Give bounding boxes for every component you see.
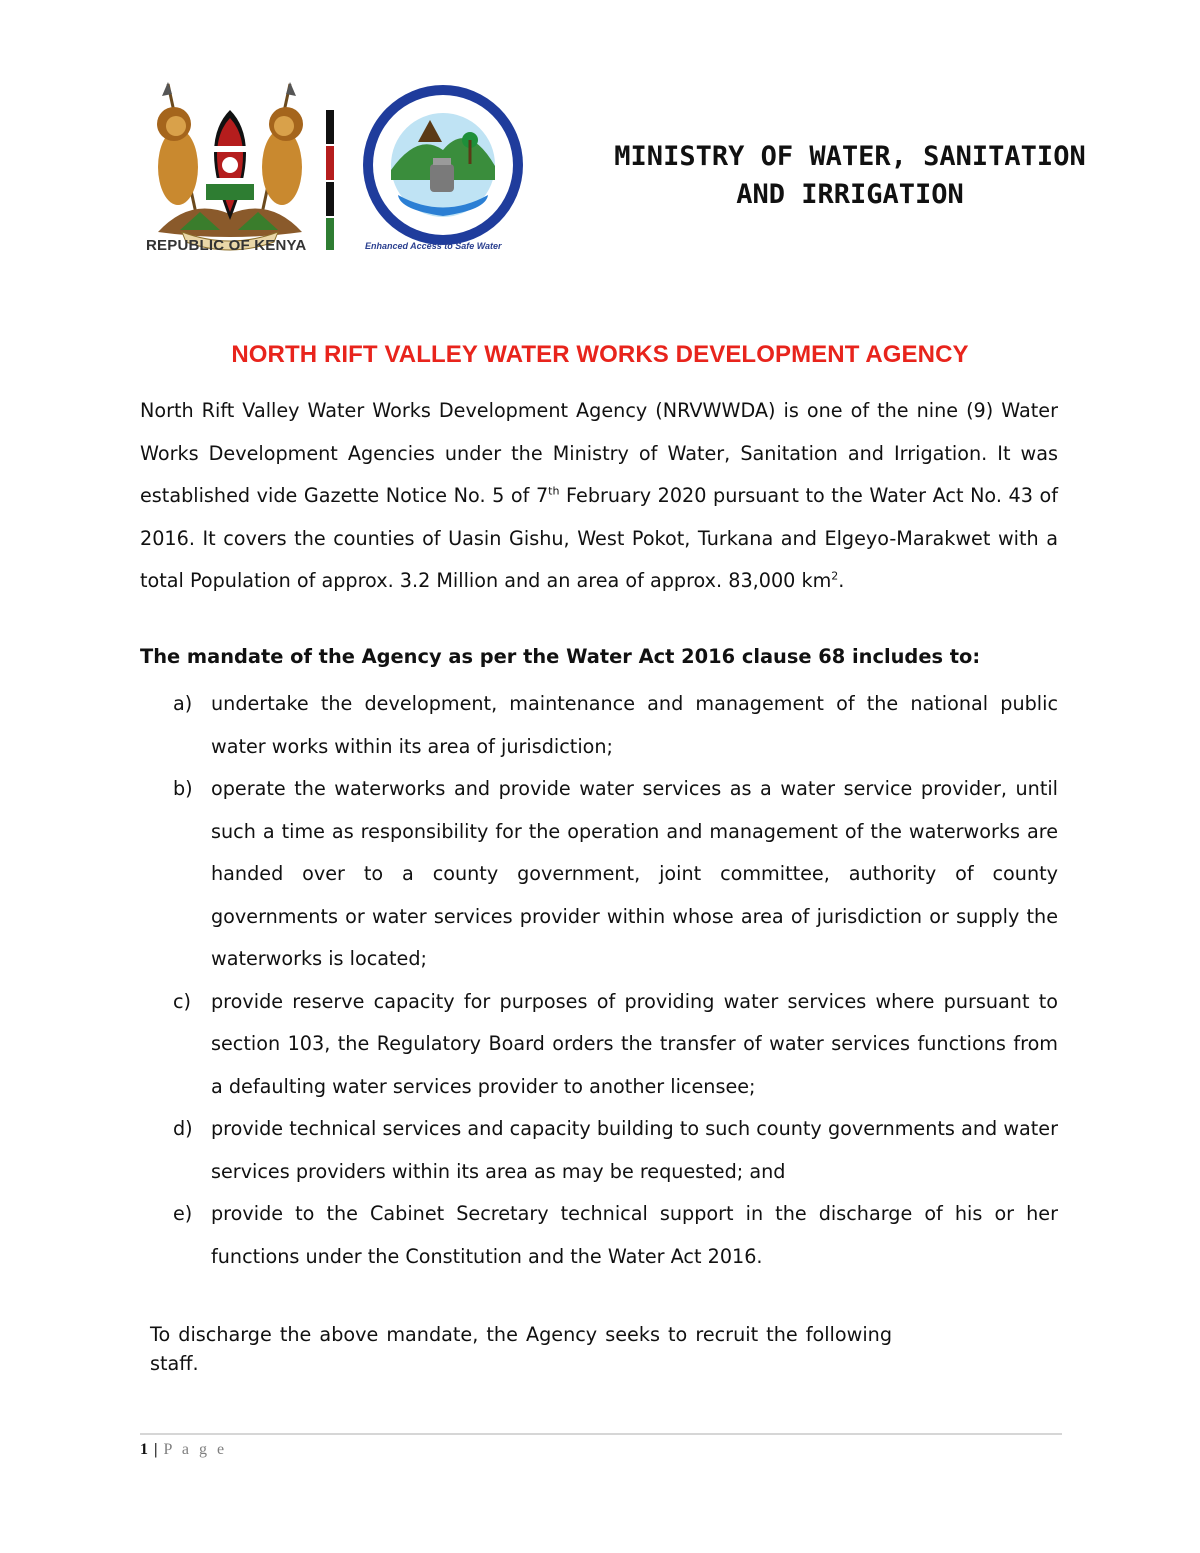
list-item-text: provide reserve capacity for purposes of providing water services where pursuant to section 103, the Regulatory Board orders the transfer of water services functions from a defaulting water services provider to another licensee; xyxy=(211,989,1058,1098)
list-item xyxy=(140,1193,1058,1278)
mandate-heading: The mandate of the Agency as per the Water Act 2016 clause 68 includes to: xyxy=(140,645,981,668)
page-label: P a g e xyxy=(163,1441,228,1458)
agency-logo xyxy=(358,80,528,250)
list-item xyxy=(140,1108,1058,1193)
ministry-title-line2: AND IRRIGATION xyxy=(736,179,964,210)
page-footer xyxy=(140,1441,340,1459)
list-item xyxy=(140,768,1058,981)
agency-tagline: Enhanced Access to Safe Water xyxy=(365,241,502,251)
intro-superscript-th: th xyxy=(548,484,560,498)
list-item xyxy=(140,981,1058,1109)
intro-part-3: . xyxy=(838,569,845,592)
intro-paragraph xyxy=(140,390,1058,603)
intro-part-1: North Rift Valley Water Works Development Agency (NRVWWDA) is one of the nine (9) Water Works Development Agencies under the Ministry of Water, Sanitation and Irrigation. It was established vide Gazette Notice No. 5 of 7 xyxy=(140,399,1058,507)
list-item-letter: d) xyxy=(173,1117,193,1140)
mandate-list xyxy=(140,683,1058,1278)
coat-of-arms-caption: REPUBLIC OF KENYA xyxy=(146,237,307,254)
footer-divider xyxy=(140,1433,1062,1435)
footer-separator: | xyxy=(154,1441,158,1458)
list-item-letter: a) xyxy=(173,692,193,715)
ministry-title-line1: MINISTRY OF WATER, SANITATION xyxy=(614,141,1086,172)
list-item-text: undertake the development, maintenance and management of the national public water works within its area of jurisdiction; xyxy=(211,692,1058,758)
ministry-title xyxy=(540,138,1160,214)
intro-part-2: February 2020 pursuant to the Water Act No. 43 of 2016. It covers the counties of Uasin Gishu, West Pokot, Turkana and Elgeyo-Marakwet with a total Population of approx. 3.2 Million and an area of approx. 83,000 km xyxy=(140,484,1058,592)
list-item-text: provide technical services and capacity building to such county governments and water services providers within its area as may be requested; and xyxy=(211,1117,1058,1183)
list-item-letter: e) xyxy=(173,1202,193,1225)
intro-superscript-2: 2 xyxy=(831,569,839,583)
list-item-letter: b) xyxy=(173,777,193,800)
list-item-text: operate the waterworks and provide water services as a water service provider, until such a time as responsibility for the operation and management of the waterworks are handed over to a county government, joint committee, authority of county governments or water services provider within whose area of jurisdiction or supply the waterworks is located; xyxy=(211,777,1058,970)
agency-heading: NORTH RIFT VALLEY WATER WORKS DEVELOPMENT AGENCY xyxy=(231,341,969,368)
kenya-coat-of-arms-logo xyxy=(140,82,320,260)
flag-divider-bar xyxy=(326,110,334,250)
list-item-letter: c) xyxy=(173,989,192,1013)
page-number: 1 xyxy=(140,1441,148,1458)
closing-paragraph: To discharge the above mandate, the Agency seeks to recruit the following staff. xyxy=(150,1323,892,1375)
list-item-text: provide to the Cabinet Secretary technical support in the discharge of his or her functions under the Constitution and the Water Act 2016. xyxy=(211,1202,1058,1268)
list-item xyxy=(140,683,1058,768)
